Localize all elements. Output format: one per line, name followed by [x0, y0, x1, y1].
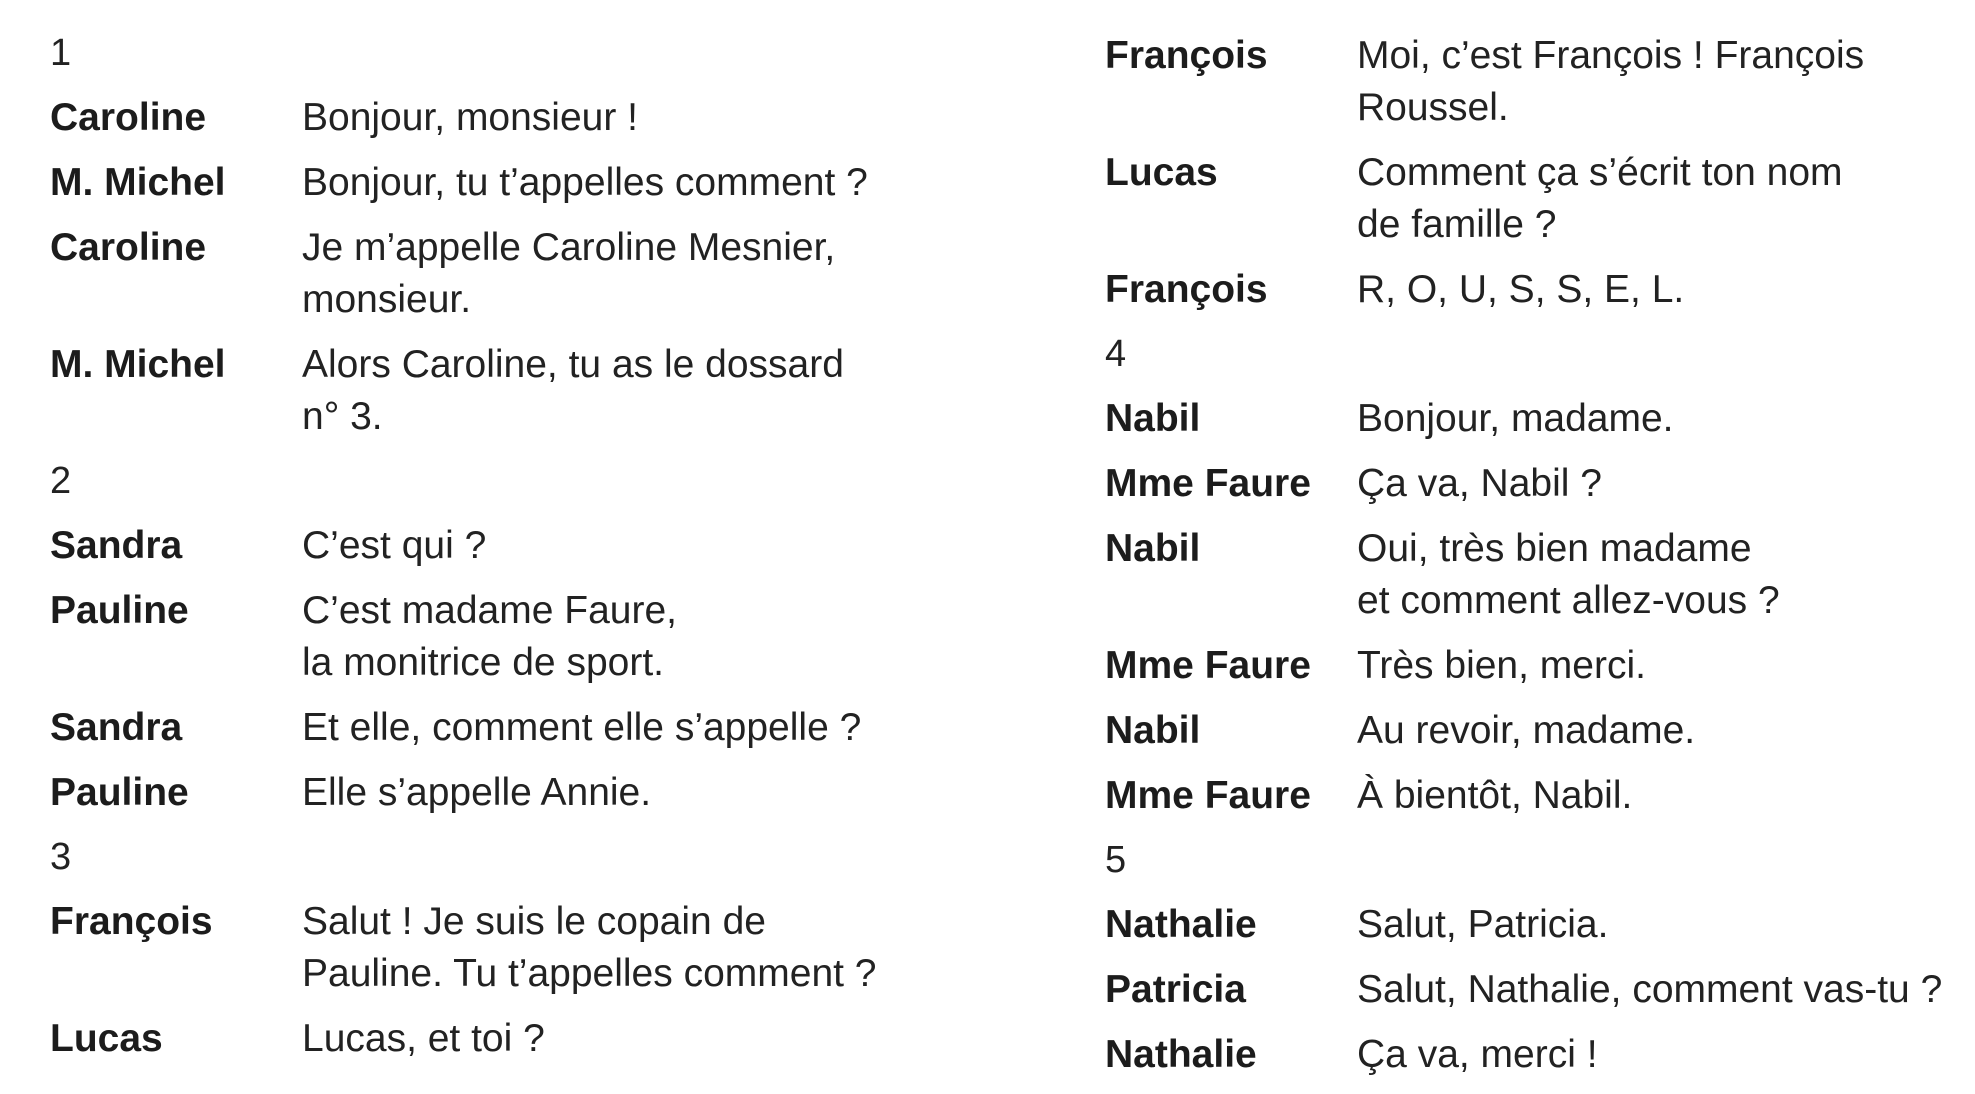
speech-text: Ça va, merci !	[1357, 1033, 1598, 1076]
dialogue-section-continuation	[1105, 30, 1975, 316]
speech-text: Comment ça s’écrit ton nom de famille ?	[1357, 151, 1843, 246]
speech-text: Et elle, comment elle s’appelle ?	[302, 706, 862, 749]
dialogue-line	[50, 1013, 980, 1065]
speaker-name: Sandra	[50, 706, 183, 749]
speaker-name: Nathalie	[1105, 903, 1257, 946]
speaker-name: Sandra	[50, 524, 183, 567]
speech-text: Ça va, Nabil ?	[1357, 462, 1602, 505]
dialogue-line	[50, 520, 980, 572]
speaker-name: Patricia	[1105, 968, 1246, 1011]
speaker-name: M. Michel	[50, 161, 226, 204]
dialogue-section	[1105, 835, 1975, 1081]
dialogue-line	[1105, 640, 1975, 692]
dialogue-line	[1105, 393, 1975, 445]
speech-text: Alors Caroline, tu as le dossard n° 3.	[302, 343, 844, 438]
speech-text: Au revoir, madame.	[1357, 709, 1696, 752]
dialogue-line	[1105, 964, 1975, 1016]
dialogue-line	[50, 585, 980, 689]
speech-text: R, O, U, S, S, E, L.	[1357, 268, 1685, 311]
speech-text: Je m’appelle Caroline Mesnier, monsieur.	[302, 226, 836, 321]
speaker-name: Caroline	[50, 96, 207, 139]
dialogue-line	[1105, 1029, 1975, 1081]
dialogue-line	[50, 767, 980, 819]
speech-text: Elle s’appelle Annie.	[302, 771, 652, 814]
speech-text: C’est madame Faure, la monitrice de sport.	[302, 589, 677, 684]
speaker-name: Nathalie	[1105, 1033, 1257, 1076]
dialogue-section	[1105, 329, 1975, 822]
section-number: 4	[1105, 333, 1127, 375]
speaker-name: Pauline	[50, 589, 189, 632]
dialogue-line	[1105, 147, 1975, 251]
speech-text: Bonjour, madame.	[1357, 397, 1674, 440]
speaker-name: François	[50, 900, 213, 943]
dialogue-line	[50, 896, 980, 1000]
section-number: 1	[50, 32, 72, 74]
speech-text: Bonjour, monsieur !	[302, 96, 639, 139]
dialogue-line	[1105, 264, 1975, 316]
speech-text: Salut, Nathalie, comment vas-tu ?	[1357, 968, 1943, 1011]
speaker-name: Caroline	[50, 226, 207, 269]
section-number: 2	[50, 460, 72, 502]
speaker-name: Nabil	[1105, 709, 1201, 752]
dialogue-line	[50, 92, 980, 144]
right-column	[1105, 30, 1975, 1094]
speech-text: À bientôt, Nabil.	[1357, 774, 1633, 817]
speaker-name: François	[1105, 34, 1268, 77]
dialogue-line	[50, 222, 980, 326]
section-number: 5	[1105, 839, 1127, 881]
dialogue-line	[1105, 458, 1975, 510]
speaker-name: Mme Faure	[1105, 774, 1311, 817]
speaker-name: Nabil	[1105, 527, 1201, 570]
dialogue-section	[50, 28, 980, 443]
dialogue-line	[50, 157, 980, 209]
dialogue-section	[50, 832, 980, 1065]
dialogue-line	[1105, 30, 1975, 134]
speech-text: Oui, très bien madame et comment allez-vous ?	[1357, 527, 1780, 622]
speaker-name: François	[1105, 268, 1268, 311]
speech-text: Salut, Patricia.	[1357, 903, 1609, 946]
dialogue-line	[50, 702, 980, 754]
dialogue-line	[1105, 899, 1975, 951]
speech-text: Très bien, merci.	[1357, 644, 1646, 687]
dialogue-line	[1105, 523, 1975, 627]
speech-text: C’est qui ?	[302, 524, 487, 567]
dialogue-section	[50, 456, 980, 819]
speech-text: Moi, c’est François ! François Roussel.	[1357, 34, 1865, 129]
speech-text: Lucas, et toi ?	[302, 1017, 545, 1060]
speaker-name: Mme Faure	[1105, 644, 1311, 687]
speaker-name: Lucas	[50, 1017, 163, 1060]
speaker-name: M. Michel	[50, 343, 226, 386]
section-number: 3	[50, 836, 72, 878]
speaker-name: Nabil	[1105, 397, 1201, 440]
dialogue-line	[1105, 705, 1975, 757]
speech-text: Salut ! Je suis le copain de Pauline. Tu t’appelles comment ?	[302, 900, 877, 995]
dialogue-line	[1105, 770, 1975, 822]
speech-text: Bonjour, tu t’appelles comment ?	[302, 161, 868, 204]
dialogue-line	[50, 339, 980, 443]
speaker-name: Lucas	[1105, 151, 1218, 194]
speaker-name: Mme Faure	[1105, 462, 1311, 505]
speaker-name: Pauline	[50, 771, 189, 814]
left-column	[50, 28, 980, 1078]
